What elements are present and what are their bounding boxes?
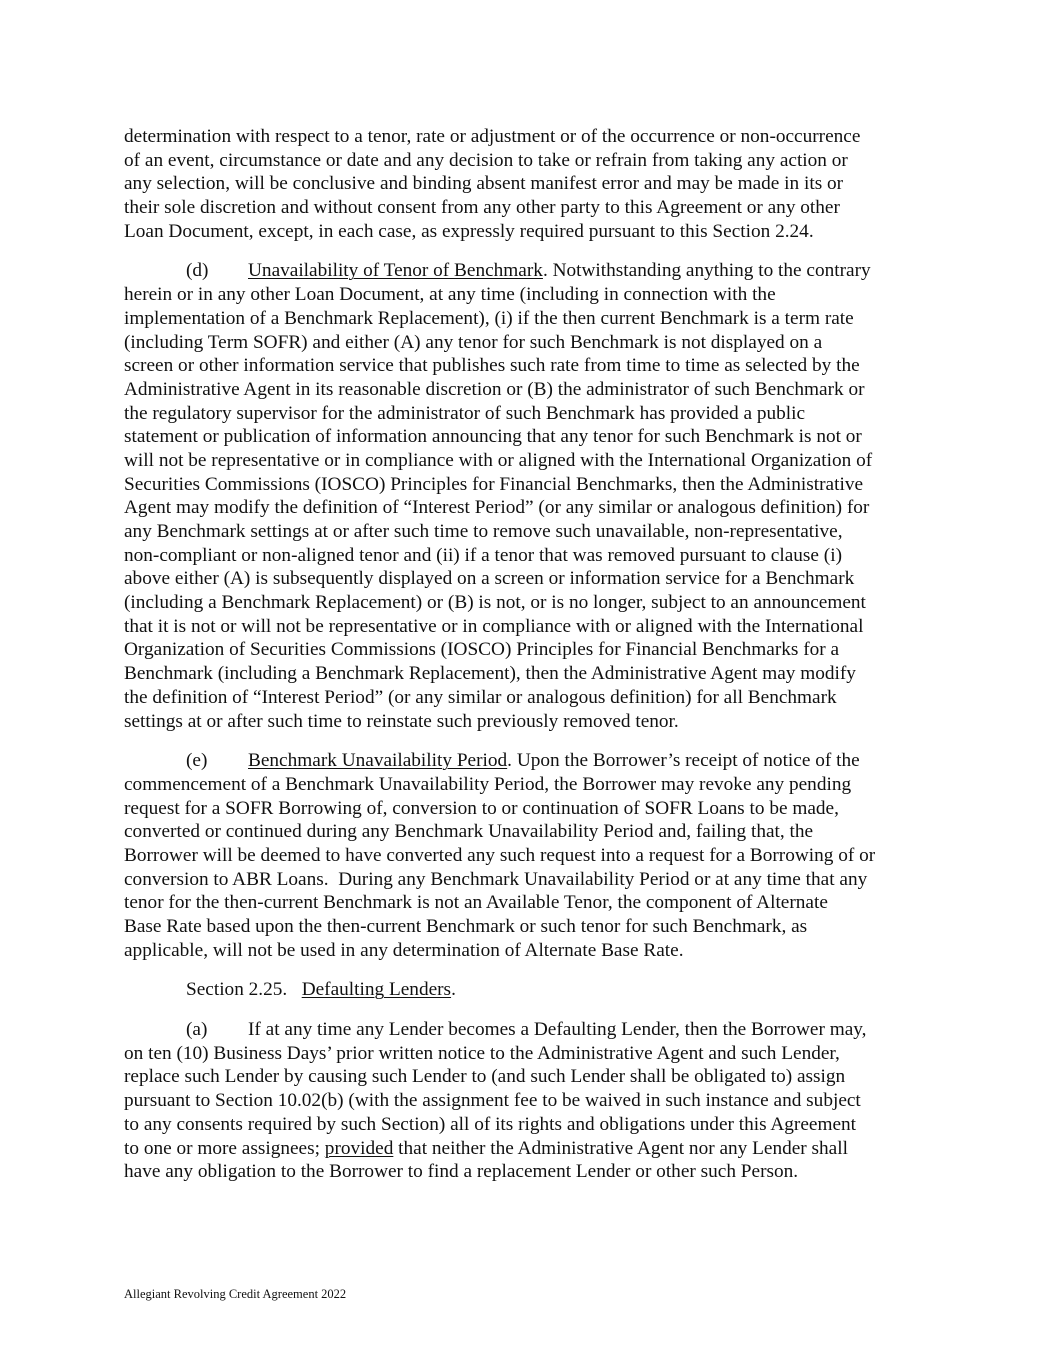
section-heading-line bbox=[124, 978, 932, 1002]
text-line: herein or in any other Loan Document, at any time (including in connection with the bbox=[124, 284, 776, 306]
clause-heading: Unavailability of Tenor of Benchmark bbox=[248, 260, 543, 282]
text-line: applicable, will not be used in any determination of Alternate Base Rate. bbox=[124, 939, 684, 961]
clause-label: (e) bbox=[186, 750, 208, 772]
clause-heading: Benchmark Unavailability Period bbox=[248, 750, 508, 772]
text-run: . Upon the Borrower’s receipt of notice of the bbox=[507, 750, 860, 772]
text-line: commencement of a Benchmark Unavailability Period, the Borrower may revoke any pending bbox=[124, 773, 852, 795]
text-line: will not be representative or in compliance with or aligned with the International Organization of bbox=[124, 449, 873, 471]
text-run: to one or more assignees; bbox=[124, 1137, 325, 1159]
text-line: settings at or after such time to reinstate such previously removed tenor. bbox=[124, 710, 679, 732]
text-line: converted or continued during any Benchmark Unavailability Period and, failing that, the bbox=[124, 821, 814, 843]
text-line: Organization of Securities Commissions (IOSCO) Principles for Financial Benchmarks for a bbox=[124, 639, 840, 661]
text-line: any Benchmark settings at or after such time to remove such unavailable, non-representative, bbox=[124, 521, 843, 542]
text-line: to any consents required by such Section) all of its rights and obligations under this Agreement bbox=[124, 1113, 857, 1135]
text-line: Loan Document, except, in each case, as expressly required pursuant to this Section 2.24. bbox=[124, 220, 814, 242]
paragraph-e-benchmark-unavailability-period bbox=[124, 749, 932, 962]
section-number: Section 2.25. bbox=[186, 979, 288, 1001]
text-run: If at any time any Lender becomes a Defaulting Lender, then the Borrower may, bbox=[248, 1019, 867, 1041]
clause-label: (d) bbox=[186, 260, 209, 282]
text-line: determination with respect to a tenor, rate or adjustment or of the occurrence or non-occurrence bbox=[124, 126, 861, 147]
text-run: . bbox=[451, 979, 456, 1001]
provided-term: provided bbox=[324, 1137, 394, 1159]
text-line: (including Term SOFR) and either (A) any tenor for such Benchmark is not displayed on a bbox=[124, 331, 823, 353]
text-line: statement or publication of information announcing that any tenor for such Benchmark is not or bbox=[124, 426, 862, 448]
paragraph-d-unavailability-of-tenor bbox=[124, 259, 932, 733]
text-line: of an event, circumstance or date and any decision to take or refrain from taking any action or bbox=[124, 149, 848, 171]
text-line: any selection, will be conclusive and binding absent manifest error and may be made in its or bbox=[124, 173, 844, 195]
text-line bbox=[124, 1137, 932, 1161]
document-page bbox=[124, 125, 932, 1200]
clause-label: (a) bbox=[186, 1019, 208, 1041]
text-line bbox=[124, 259, 932, 283]
text-line: pursuant to Section 10.02(b) (with the assignment fee to be waived in such instance and subject bbox=[124, 1090, 861, 1112]
text-line bbox=[124, 749, 932, 773]
paragraph-continuation bbox=[124, 125, 932, 243]
text-line: Administrative Agent in its reasonable discretion or (B) the administrator of such Benchmark or bbox=[124, 378, 865, 400]
page-footer: Allegiant Revolving Credit Agreement 2022 bbox=[124, 1287, 347, 1301]
text-line: request for a SOFR Borrowing of, conversion to or continuation of SOFR Loans to be made, bbox=[124, 797, 839, 819]
text-line: non-compliant or non-aligned tenor and (ii) if a tenor that was removed pursuant to clause (i) bbox=[124, 544, 843, 566]
text-line: Base Rate based upon the then-current Benchmark or such tenor for such Benchmark, as bbox=[124, 916, 808, 937]
text-run: . Notwithstanding anything to the contrary bbox=[542, 260, 871, 282]
text-line: Borrower will be deemed to have converted any such request into a request for a Borrowing of or bbox=[124, 844, 876, 866]
text-line: implementation of a Benchmark Replacement), (i) if the then current Benchmark is a term rate bbox=[124, 307, 854, 329]
section-title: Defaulting Lenders bbox=[301, 979, 452, 1001]
text-line: the definition of “Interest Period” (or any similar or analogous definition) for all Benchmark bbox=[124, 686, 837, 708]
text-line: (including a Benchmark Replacement) or (B) is not, or is no longer, subject to an announcement bbox=[124, 592, 866, 614]
paragraph-a-defaulting-lender bbox=[124, 1018, 932, 1184]
text-line: above either (A) is subsequently displayed on a screen or information service for a Benchmark bbox=[124, 568, 855, 590]
text-line: screen or other information service that publishes such rate from time to time as selected by the bbox=[124, 355, 860, 377]
text-line bbox=[124, 1018, 932, 1042]
text-line: tenor for the then-current Benchmark is not an Available Tenor, the component of Alternate bbox=[124, 892, 828, 914]
text-run: that neither the Administrative Agent nor any Lender shall bbox=[393, 1137, 848, 1159]
text-line: on ten (10) Business Days’ prior written notice to the Administrative Agent and such Lender, bbox=[124, 1042, 840, 1064]
text-line: Agent may modify the definition of “Interest Period” (or any similar or analogous definition) for bbox=[124, 497, 870, 519]
section-heading-2-25 bbox=[124, 978, 932, 1002]
text-line: Securities Commissions (IOSCO) Principles for Financial Benchmarks, then the Administrative bbox=[124, 473, 864, 495]
text-line: the regulatory supervisor for the administrator of such Benchmark has provided a public bbox=[124, 402, 806, 424]
text-line: Benchmark (including a Benchmark Replacement), then the Administrative Agent may modify bbox=[124, 663, 856, 685]
text-line: have any obligation to the Borrower to find a replacement Lender or other such Person. bbox=[124, 1161, 799, 1183]
text-line: that it is not or will not be representative or in compliance with or aligned with the International bbox=[124, 615, 864, 637]
text-line: their sole discretion and without consent from any other party to this Agreement or any other bbox=[124, 197, 840, 219]
text-line: replace such Lender by causing such Lender to (and such Lender shall be obligated to) assign bbox=[124, 1066, 846, 1088]
text-line: conversion to ABR Loans. During any Benchmark Unavailability Period or at any time that any bbox=[124, 868, 868, 890]
